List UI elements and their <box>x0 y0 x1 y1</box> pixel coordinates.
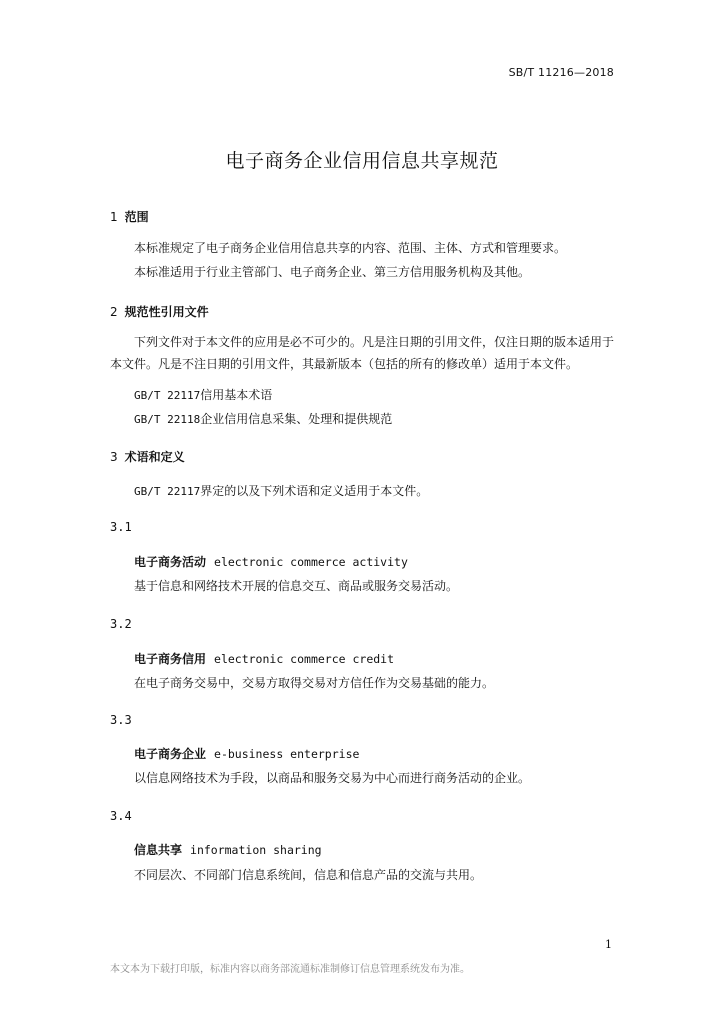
section-heading-scope <box>110 208 149 225</box>
download-watermark: 本文本为下载打印版，标准内容以商务部流通标准制修订信息管理系统发布为准。 <box>110 964 470 975</box>
reference-code: GB/T 22117 <box>134 389 201 402</box>
page-number: 1 <box>605 938 612 951</box>
term-definition: 基于信息和网络技术开展的信息交互、商品或服务交易活动。 <box>134 579 459 593</box>
term-entry <box>134 841 322 858</box>
terms-intro-text: 界定的以及下列术语和定义适用于本文件。 <box>200 484 429 498</box>
term-entry <box>134 650 394 667</box>
section-heading-normative-references <box>110 303 209 320</box>
term-en: electronic commerce activity <box>214 555 408 569</box>
term-zh: 电子商务信用 <box>134 652 207 666</box>
clause-number: 3.3 <box>110 713 132 727</box>
section-heading-terms-definitions <box>110 448 185 465</box>
term-definition: 在电子商务交易中，交易方取得交易对方信任作为交易基础的能力。 <box>134 676 495 690</box>
term-zh: 信息共享 <box>134 843 183 857</box>
term-entry <box>134 553 408 570</box>
term-zh: 电子商务企业 <box>134 747 207 761</box>
section-title: 范围 <box>124 210 149 224</box>
term-en: information sharing <box>190 843 322 857</box>
term-definition: 不同层次、不同部门信息系统间，信息和信息产品的交流与共用。 <box>134 868 483 882</box>
scope-paragraph-2: 本标准适用于行业主管部门、电子商务企业、第三方信用服务机构及其他。 <box>134 265 531 279</box>
reference-title: 企业信用信息采集、处理和提供规范 <box>200 412 393 426</box>
reference-item <box>134 410 392 427</box>
document-title: 电子商务企业信用信息共享规范 <box>225 150 499 172</box>
section-title: 术语和定义 <box>124 450 185 464</box>
section-number: 1 <box>110 210 118 224</box>
standard-number: SB/T 11216—2018 <box>508 66 614 79</box>
reference-title: 信用基本术语 <box>200 388 273 402</box>
clause-number: 3.1 <box>110 520 132 534</box>
references-paragraph: 下列文件对于本文件的应用是必不可少的。凡是注日期的引用文件，仅注日期的版本适用于本文件。凡是不注日期的引用文件，其最新版本（包括的所有的修改单）适用于本文件。 <box>110 335 615 371</box>
terms-intro <box>134 482 428 499</box>
term-definition: 以信息网络技术为手段，以商品和服务交易为中心而进行商务活动的企业。 <box>134 771 531 785</box>
term-zh: 电子商务活动 <box>134 555 207 569</box>
reference-item <box>134 386 272 403</box>
clause-number: 3.4 <box>110 809 132 823</box>
reference-code: GB/T 22118 <box>134 413 201 426</box>
scope-paragraph-1: 本标准规定了电子商务企业信用信息共享的内容、范围、主体、方式和管理要求。 <box>134 241 567 255</box>
section-number: 3 <box>110 450 118 464</box>
term-entry <box>134 745 359 762</box>
reference-code: GB/T 22117 <box>134 485 201 498</box>
section-number: 2 <box>110 305 118 319</box>
section-title: 规范性引用文件 <box>124 305 209 319</box>
term-en: electronic commerce credit <box>214 652 395 666</box>
clause-number: 3.2 <box>110 617 132 631</box>
term-en: e-business enterprise <box>214 747 360 761</box>
